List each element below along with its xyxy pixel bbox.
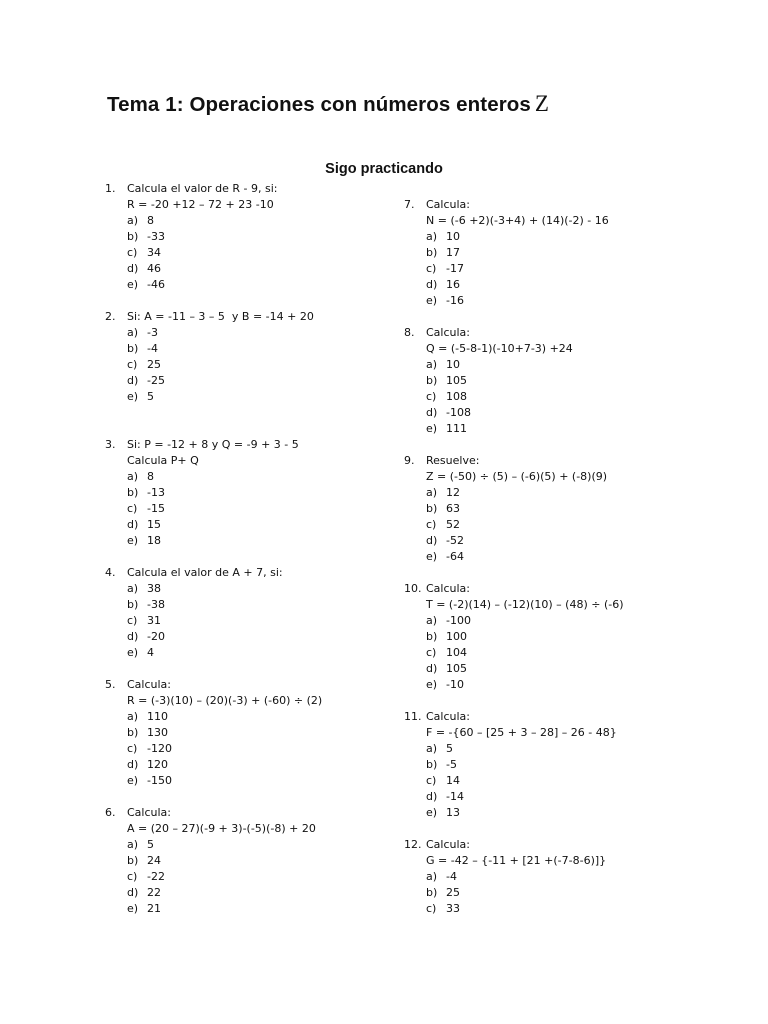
option-letter: a) [426, 614, 438, 627]
answer-option [105, 885, 425, 901]
option-value: -108 [446, 406, 471, 419]
answer-option [105, 229, 425, 245]
option-letter: d) [426, 278, 438, 291]
answer-option [105, 757, 425, 773]
answer-option [404, 549, 724, 565]
option-value: 17 [446, 246, 460, 259]
option-letter: c) [426, 774, 437, 787]
problem-number: 4. [105, 566, 116, 579]
option-letter: c) [127, 742, 138, 755]
option-letter: d) [426, 534, 438, 547]
problem-number [105, 821, 127, 837]
problem-statement-line [404, 597, 724, 613]
answer-option [404, 245, 724, 261]
problem-statement-line [105, 309, 425, 325]
answer-option [404, 405, 724, 421]
problem-statement-line [404, 853, 724, 869]
problem-4 [105, 565, 425, 661]
option-value: 25 [147, 358, 161, 371]
option-letter: e) [127, 902, 139, 915]
problem-text: Calcula: [426, 582, 470, 595]
option-value: -64 [446, 550, 464, 563]
option-value: 8 [147, 470, 154, 483]
option-letter: b) [426, 758, 438, 771]
option-value: -17 [446, 262, 464, 275]
answer-option [404, 373, 724, 389]
problem-number [105, 453, 127, 469]
problem-text: T = (-2)(14) – (-12)(10) – (48) ÷ (-6) [426, 598, 624, 611]
problem-statement-line [404, 709, 724, 725]
answer-option [105, 469, 425, 485]
problem-statement-line [105, 197, 425, 213]
option-letter: d) [127, 518, 139, 531]
problem-number [404, 213, 426, 229]
problem-statement-line [404, 325, 724, 341]
option-letter: a) [426, 486, 438, 499]
answer-option [404, 885, 724, 901]
option-value: -16 [446, 294, 464, 307]
problem-text: Calcula: [127, 678, 171, 691]
answer-option [105, 869, 425, 885]
option-letter: d) [127, 630, 139, 643]
option-value: -10 [446, 678, 464, 691]
option-letter: e) [426, 422, 438, 435]
answer-option [105, 389, 425, 405]
problem-number: 9. [404, 454, 415, 467]
option-letter: c) [127, 358, 138, 371]
answer-option [404, 517, 724, 533]
option-value: -33 [147, 230, 165, 243]
option-value: -5 [446, 758, 457, 771]
option-value: 34 [147, 246, 161, 259]
answer-option [404, 261, 724, 277]
problem-number [105, 197, 127, 213]
problem-number [404, 725, 426, 741]
option-letter: e) [127, 278, 139, 291]
option-letter: e) [127, 390, 139, 403]
answer-option [404, 869, 724, 885]
option-value: -25 [147, 374, 165, 387]
problem-number: 2. [105, 310, 116, 323]
option-letter: b) [426, 246, 438, 259]
problem-number [404, 469, 426, 485]
option-value: 15 [147, 518, 161, 531]
option-value: 108 [446, 390, 467, 403]
option-value: 10 [446, 358, 460, 371]
option-letter: e) [426, 806, 438, 819]
problem-text: N = (-6 +2)(-3+4) + (14)(-2) - 16 [426, 214, 609, 227]
answer-option [105, 773, 425, 789]
problem-number [404, 853, 426, 869]
option-value: 33 [446, 902, 460, 915]
option-value: 14 [446, 774, 460, 787]
option-letter: d) [127, 886, 139, 899]
answer-option [105, 629, 425, 645]
answer-option [105, 341, 425, 357]
title-text: Tema 1: Operaciones con números enteros [107, 93, 531, 116]
answer-option [404, 789, 724, 805]
option-letter: c) [127, 614, 138, 627]
problem-statement-line [404, 837, 724, 853]
option-value: 100 [446, 630, 467, 643]
integer-set-symbol: Z [534, 91, 550, 116]
option-letter: e) [127, 646, 139, 659]
answer-option [105, 357, 425, 373]
answer-option [105, 741, 425, 757]
option-value: 31 [147, 614, 161, 627]
option-letter: c) [426, 902, 437, 915]
option-letter: b) [426, 630, 438, 643]
option-value: -120 [147, 742, 172, 755]
option-letter: c) [127, 246, 138, 259]
problem-statement-line [105, 693, 425, 709]
option-value: -13 [147, 486, 165, 499]
answer-option [404, 677, 724, 693]
option-letter: d) [426, 406, 438, 419]
problem-2 [105, 309, 425, 405]
option-letter: b) [127, 598, 139, 611]
answer-option [404, 757, 724, 773]
option-value: 105 [446, 662, 467, 675]
answer-option [404, 421, 724, 437]
problem-5 [105, 677, 425, 789]
option-letter: c) [426, 262, 437, 275]
problem-text: Calcula el valor de A + 7, si: [127, 566, 283, 579]
problem-text: Si: P = -12 + 8 y Q = -9 + 3 - 5 [127, 438, 299, 451]
problem-text: A = (20 – 27)(-9 + 3)-(-5)(-8) + 20 [127, 822, 316, 835]
answer-option [105, 517, 425, 533]
option-letter: a) [426, 870, 438, 883]
option-letter: b) [426, 886, 438, 899]
option-value: -14 [446, 790, 464, 803]
problem-text: Resuelve: [426, 454, 480, 467]
option-value: 5 [147, 390, 154, 403]
option-letter: b) [127, 854, 139, 867]
answer-option [404, 645, 724, 661]
option-value: 5 [147, 838, 154, 851]
option-value: 130 [147, 726, 168, 739]
option-letter: b) [127, 230, 139, 243]
option-value: 4 [147, 646, 154, 659]
answer-option [404, 533, 724, 549]
option-letter: c) [426, 390, 437, 403]
problem-8 [404, 325, 724, 437]
option-letter: a) [127, 214, 139, 227]
option-letter: a) [426, 358, 438, 371]
option-letter: b) [127, 726, 139, 739]
answer-option [404, 389, 724, 405]
answer-option [105, 581, 425, 597]
option-value: -150 [147, 774, 172, 787]
option-letter: a) [127, 582, 139, 595]
answer-option [105, 709, 425, 725]
option-letter: a) [127, 838, 139, 851]
option-letter: b) [127, 342, 139, 355]
answer-option [105, 853, 425, 869]
problem-number: 6. [105, 806, 116, 819]
problem-statement-line [105, 181, 425, 197]
option-letter: d) [426, 790, 438, 803]
problem-10 [404, 581, 724, 693]
option-value: -4 [446, 870, 457, 883]
option-value: 104 [446, 646, 467, 659]
option-letter: a) [127, 326, 139, 339]
answer-option [404, 357, 724, 373]
option-value: -3 [147, 326, 158, 339]
problem-text: F = -{60 – [25 + 3 – 28] – 26 - 48} [426, 726, 617, 739]
answer-option [105, 485, 425, 501]
problem-text: R = (-3)(10) – (20)(-3) + (-60) ÷ (2) [127, 694, 323, 707]
option-letter: b) [426, 502, 438, 515]
option-letter: b) [127, 486, 139, 499]
problem-number: 8. [404, 326, 415, 339]
option-letter: e) [426, 678, 438, 691]
section-subtitle: Sigo practicando [325, 161, 443, 177]
option-letter: a) [426, 230, 438, 243]
left-column [105, 181, 425, 917]
problem-text: Calcula: [127, 806, 171, 819]
option-value: 8 [147, 214, 154, 227]
option-value: 22 [147, 886, 161, 899]
option-letter: e) [127, 774, 139, 787]
option-letter: e) [426, 550, 438, 563]
problem-9 [404, 453, 724, 565]
answer-option [404, 293, 724, 309]
problem-statement-line [404, 197, 724, 213]
problem-text: Calcula: [426, 710, 470, 723]
problem-statement-line [404, 213, 724, 229]
option-value: 52 [446, 518, 460, 531]
problem-statement-line [105, 821, 425, 837]
answer-option [105, 261, 425, 277]
problem-number: 10. [404, 582, 422, 595]
problem-text: Si: A = -11 – 3 – 5 y B = -14 + 20 [127, 310, 314, 323]
option-letter: e) [127, 534, 139, 547]
option-value: -20 [147, 630, 165, 643]
problem-text: G = -42 – {-11 + [21 +(-7-8-6)]} [426, 854, 607, 867]
problem-number: 11. [404, 710, 422, 723]
problem-statement-line [404, 725, 724, 741]
answer-option [404, 741, 724, 757]
option-letter: e) [426, 294, 438, 307]
option-value: -4 [147, 342, 158, 355]
option-value: 13 [446, 806, 460, 819]
answer-option [105, 837, 425, 853]
problem-text: Z = (-50) ÷ (5) – (-6)(5) + (-8)(9) [426, 470, 608, 483]
option-letter: c) [127, 502, 138, 515]
answer-option [105, 501, 425, 517]
problem-statement-line [404, 453, 724, 469]
option-value: 46 [147, 262, 161, 275]
answer-option [105, 325, 425, 341]
option-letter: d) [127, 374, 139, 387]
problem-number: 7. [404, 198, 415, 211]
problem-text: Calcula: [426, 326, 470, 339]
problem-number: 1. [105, 182, 116, 195]
option-value: 18 [147, 534, 161, 547]
answer-option [404, 661, 724, 677]
answer-option [404, 805, 724, 821]
answer-option [404, 277, 724, 293]
answer-option [105, 277, 425, 293]
option-value: 21 [147, 902, 161, 915]
problem-7 [404, 197, 724, 309]
problem-11 [404, 709, 724, 821]
answer-option [404, 901, 724, 917]
option-letter: b) [426, 374, 438, 387]
option-value: 38 [147, 582, 161, 595]
option-letter: a) [127, 470, 139, 483]
answer-option [105, 901, 425, 917]
problem-text: Calcula P+ Q [127, 454, 199, 467]
answer-option [404, 773, 724, 789]
option-value: 110 [147, 710, 168, 723]
option-value: 63 [446, 502, 460, 515]
option-letter: c) [426, 518, 437, 531]
answer-option [105, 533, 425, 549]
option-value: 120 [147, 758, 168, 771]
problem-text: R = -20 +12 – 72 + 23 -10 [127, 198, 274, 211]
option-value: 10 [446, 230, 460, 243]
option-value: 105 [446, 374, 467, 387]
problem-statement-line [105, 805, 425, 821]
option-value: -52 [446, 534, 464, 547]
answer-option [404, 501, 724, 517]
option-letter: a) [127, 710, 139, 723]
answer-option [404, 613, 724, 629]
answer-option [105, 597, 425, 613]
option-letter: d) [127, 758, 139, 771]
problem-statement-line [404, 469, 724, 485]
answer-option [105, 245, 425, 261]
option-value: -100 [446, 614, 471, 627]
problem-3 [105, 437, 425, 549]
problem-statement-line [105, 437, 425, 453]
problem-1 [105, 181, 425, 293]
option-value: 12 [446, 486, 460, 499]
answer-option [105, 373, 425, 389]
problem-number [404, 597, 426, 613]
answer-option [105, 725, 425, 741]
answer-option [404, 485, 724, 501]
right-column [404, 197, 724, 917]
option-value: -46 [147, 278, 165, 291]
problem-text: Q = (-5-8-1)(-10+7-3) +24 [426, 342, 573, 355]
option-letter: d) [127, 262, 139, 275]
problem-number: 12. [404, 838, 422, 851]
option-value: 24 [147, 854, 161, 867]
problem-statement-line [404, 341, 724, 357]
option-value: 25 [446, 886, 460, 899]
answer-option [105, 613, 425, 629]
answer-option [404, 229, 724, 245]
problem-number [105, 693, 127, 709]
problem-statement-line [105, 565, 425, 581]
answer-option [105, 213, 425, 229]
problem-text: Calcula el valor de R - 9, si: [127, 182, 278, 195]
option-value: -15 [147, 502, 165, 515]
problem-statement-line [105, 677, 425, 693]
problem-6 [105, 805, 425, 917]
problem-text: Calcula: [426, 198, 470, 211]
option-letter: c) [127, 870, 138, 883]
option-value: -38 [147, 598, 165, 611]
option-value: 16 [446, 278, 460, 291]
answer-option [105, 645, 425, 661]
option-letter: a) [426, 742, 438, 755]
option-letter: c) [426, 646, 437, 659]
option-value: 111 [446, 422, 467, 435]
option-value: -22 [147, 870, 165, 883]
problem-statement-line [105, 453, 425, 469]
option-value: 5 [446, 742, 453, 755]
problem-statement-line [404, 581, 724, 597]
page-title [107, 91, 549, 117]
problem-number: 5. [105, 678, 116, 691]
problem-text: Calcula: [426, 838, 470, 851]
problem-12 [404, 837, 724, 917]
option-letter: d) [426, 662, 438, 675]
problem-number [404, 341, 426, 357]
problem-number: 3. [105, 438, 116, 451]
answer-option [404, 629, 724, 645]
